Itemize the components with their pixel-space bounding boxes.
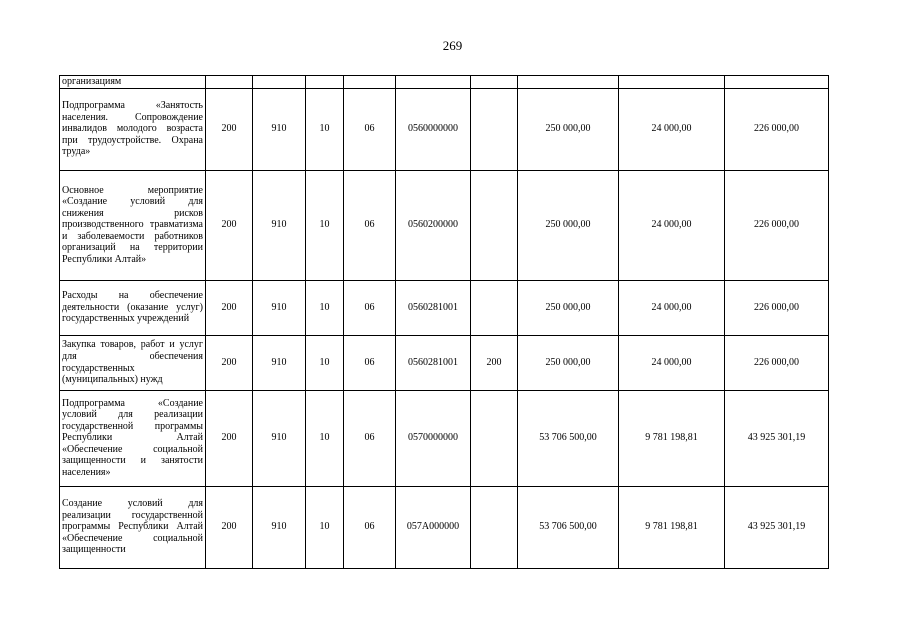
- cell-target-article: 0560200000: [396, 170, 471, 280]
- cell-section: [306, 76, 344, 89]
- cell-ministry: 910: [253, 170, 306, 280]
- cell-admin: 200: [206, 88, 253, 170]
- cell-amount-total: 250 000,00: [518, 280, 619, 335]
- cell-ministry: 910: [253, 486, 306, 568]
- cell-expense-type: [471, 486, 518, 568]
- cell-section: 10: [306, 335, 344, 390]
- table-row: [60, 390, 829, 486]
- cell-amount-regional: 226 000,00: [725, 88, 829, 170]
- table-row: [60, 76, 829, 89]
- cell-subsection: 06: [344, 88, 396, 170]
- cell-subsection: 06: [344, 486, 396, 568]
- row-name: Создание условий для реализации государственной программы Республики Алтай «Обеспечение социальной защищенности: [60, 486, 206, 568]
- cell-expense-type: [471, 76, 518, 89]
- page-number: 269: [442, 38, 463, 53]
- cell-ministry: 910: [253, 88, 306, 170]
- cell-admin: 200: [206, 170, 253, 280]
- cell-section: 10: [306, 170, 344, 280]
- row-name: Подпрограмма «Занятость населения. Сопровождение инвалидов молодого возраста при трудоустройстве. Охрана труда»: [60, 88, 206, 170]
- cell-section: 10: [306, 486, 344, 568]
- row-name: Основное мероприятие «Создание условий для снижения рисков производственного травматизма и заболеваемости работников организаций на территории Республики Алтай»: [60, 170, 206, 280]
- cell-target-article: 057A000000: [396, 486, 471, 568]
- cell-amount-federal: 9 781 198,81: [619, 390, 725, 486]
- cell-amount-federal: 24 000,00: [619, 280, 725, 335]
- cell-amount-regional: 226 000,00: [725, 280, 829, 335]
- row-name: Закупка товаров, работ и услуг для обеспечения государственных (муниципальных) нужд: [60, 335, 206, 390]
- cell-expense-type: 200: [471, 335, 518, 390]
- cell-subsection: 06: [344, 335, 396, 390]
- cell-subsection: [344, 76, 396, 89]
- cell-amount-total: [518, 76, 619, 89]
- cell-amount-regional: [725, 76, 829, 89]
- cell-ministry: 910: [253, 390, 306, 486]
- table-row: [60, 170, 829, 280]
- cell-expense-type: [471, 390, 518, 486]
- cell-expense-type: [471, 88, 518, 170]
- cell-admin: 200: [206, 486, 253, 568]
- cell-amount-total: 250 000,00: [518, 170, 619, 280]
- cell-amount-federal: 24 000,00: [619, 170, 725, 280]
- cell-amount-total: 53 706 500,00: [518, 486, 619, 568]
- cell-expense-type: [471, 170, 518, 280]
- cell-amount-regional: 226 000,00: [725, 170, 829, 280]
- cell-amount-federal: [619, 76, 725, 89]
- cell-amount-regional: 43 925 301,19: [725, 390, 829, 486]
- cell-ministry: [253, 76, 306, 89]
- row-name: организациям: [60, 76, 206, 89]
- cell-amount-total: 250 000,00: [518, 88, 619, 170]
- cell-amount-regional: 226 000,00: [725, 335, 829, 390]
- cell-ministry: 910: [253, 335, 306, 390]
- cell-admin: 200: [206, 390, 253, 486]
- cell-target-article: 0570000000: [396, 390, 471, 486]
- cell-expense-type: [471, 280, 518, 335]
- cell-subsection: 06: [344, 170, 396, 280]
- cell-target-article: 0560281001: [396, 280, 471, 335]
- cell-ministry: 910: [253, 280, 306, 335]
- table-row: [60, 280, 829, 335]
- cell-amount-federal: 9 781 198,81: [619, 486, 725, 568]
- cell-section: 10: [306, 390, 344, 486]
- cell-admin: [206, 76, 253, 89]
- cell-amount-total: 250 000,00: [518, 335, 619, 390]
- cell-target-article: [396, 76, 471, 89]
- row-name: Подпрограмма «Создание условий для реализации государственной программы Республики Алтай «Обеспечение социальной защищенности и занятости населения»: [60, 390, 206, 486]
- table-row: [60, 486, 829, 568]
- cell-subsection: 06: [344, 390, 396, 486]
- cell-amount-regional: 43 925 301,19: [725, 486, 829, 568]
- budget-table: [59, 75, 829, 569]
- cell-admin: 200: [206, 335, 253, 390]
- table-row: [60, 88, 829, 170]
- cell-admin: 200: [206, 280, 253, 335]
- row-name: Расходы на обеспечение деятельности (оказание услуг) государственных учреждений: [60, 280, 206, 335]
- cell-amount-total: 53 706 500,00: [518, 390, 619, 486]
- cell-amount-federal: 24 000,00: [619, 88, 725, 170]
- cell-amount-federal: 24 000,00: [619, 335, 725, 390]
- cell-target-article: 0560281001: [396, 335, 471, 390]
- table-row: [60, 335, 829, 390]
- cell-section: 10: [306, 88, 344, 170]
- cell-subsection: 06: [344, 280, 396, 335]
- cell-section: 10: [306, 280, 344, 335]
- cell-target-article: 0560000000: [396, 88, 471, 170]
